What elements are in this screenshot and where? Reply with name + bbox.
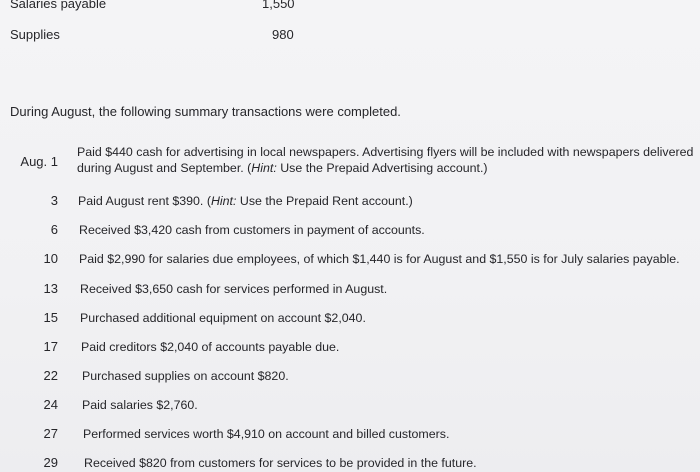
hint-text: Use the Prepaid Advertising account.)	[280, 161, 488, 175]
transaction-description: Paid $2,990 for salaries due employees, of which $1,440 is for August and $1,550 is for July salaries payable.	[79, 252, 680, 266]
transaction-date: 27	[43, 426, 58, 441]
transaction-line: Paid $440 cash for advertising in local newspapers. Advertising flyers will be included with newspapers delivered	[77, 145, 694, 159]
hint-label: Hint:	[210, 194, 237, 208]
transaction-description: Purchased supplies on account $820.	[82, 369, 289, 383]
transaction-description: Purchased additional equipment on account $2,040.	[80, 311, 366, 325]
transaction-line-text: during August and September.	[77, 161, 244, 175]
account-name-salaries-payable: Salaries payable	[10, 0, 107, 11]
transaction-date: 24	[43, 397, 58, 412]
transaction-description: Received $820 from customers for services to be provided in the future.	[84, 456, 477, 470]
transaction-date: 29	[43, 455, 58, 470]
transaction-description: Performed services worth $4,910 on account and billed customers.	[83, 427, 450, 441]
hint-label: Hint:	[251, 161, 277, 175]
transaction-line: during August and September. (Hint: Use the Prepaid Advertising account.)	[77, 161, 488, 175]
transaction-description: Received $3,650 cash for services performed in August.	[80, 282, 388, 296]
account-name-supplies: Supplies	[10, 27, 60, 42]
transaction-date: 15	[43, 310, 58, 325]
transaction-date: Aug. 1	[20, 154, 58, 169]
hint-text: Use the Prepaid Rent account.)	[239, 194, 413, 208]
transaction-date: 3	[50, 193, 58, 208]
transaction-text: Paid August rent $390. (	[78, 194, 211, 208]
account-value-supplies: 980	[272, 27, 294, 42]
transaction-description: Paid salaries $2,760.	[82, 398, 198, 412]
transaction-description: Paid creditors $2,040 of accounts payable due.	[81, 340, 340, 354]
transaction-description	[78, 193, 413, 209]
transaction-description	[77, 144, 693, 176]
account-value-salaries-payable: 1,550	[262, 0, 295, 11]
intro-text: During August, the following summary transactions were completed.	[10, 104, 401, 119]
transaction-date: 13	[43, 281, 58, 296]
transaction-date: 17	[43, 339, 58, 354]
transaction-description: Received $3,420 cash from customers in payment of accounts.	[79, 223, 425, 237]
transaction-date: 6	[50, 222, 58, 237]
transaction-date: 22	[43, 368, 58, 383]
transaction-date: 10	[43, 251, 58, 266]
